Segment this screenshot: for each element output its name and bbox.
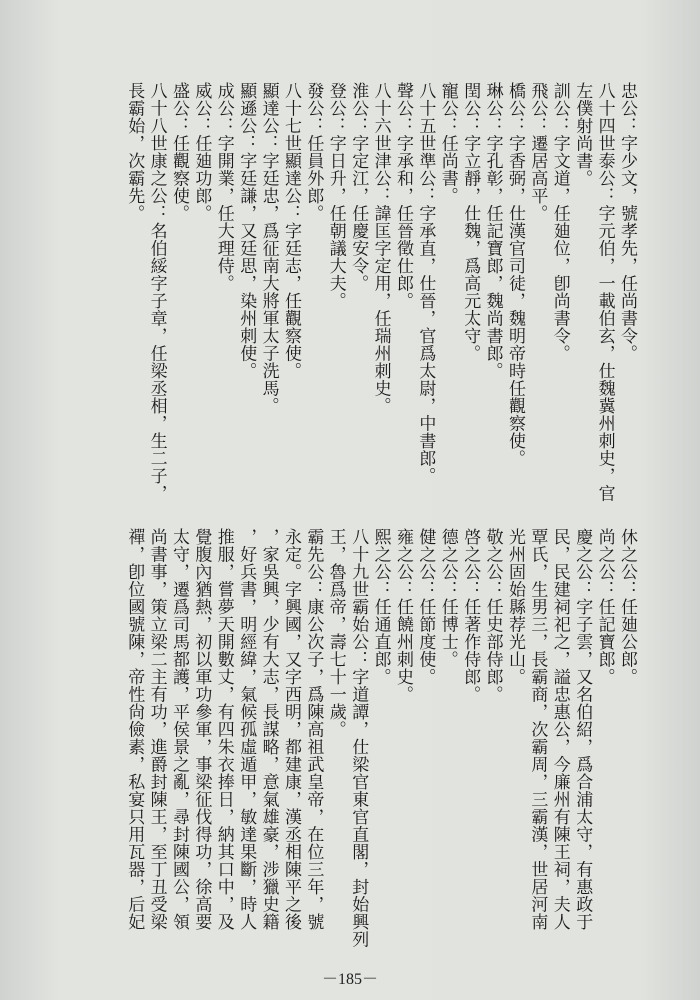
top-column-line: 寵公：任尚書。: [437, 82, 458, 205]
top-column-line: 琳公：字孔彰，任記寶郎，魏尚書郎。: [482, 82, 503, 380]
bottom-column-line: 光州固始縣荐光山。: [505, 528, 525, 686]
bottom-column-line: 熙之公：任通直郎。: [370, 528, 391, 686]
bottom-column-line: 推服，嘗夢天開數丈，有四朱衣捧日，納其口中，及: [213, 528, 234, 931]
bottom-column-line: ，家吳興，少有大志，長謀略，意氣雄豪，涉獵史籍: [258, 528, 279, 931]
bottom-column-line: 德之公：任博士。: [437, 528, 458, 668]
top-column-line: 顯遜公：字廷謙，又廷思，染州刺使。: [236, 82, 257, 380]
bottom-column-line: 民，民建祠祀之，謚忠惠公，今廉州有陳王祠，夫人: [549, 528, 570, 931]
top-column-line: 登公：字日升，任朝議大夫。: [325, 82, 346, 310]
bottom-column-line: 霸先公：康公次子，爲陳高祖武皇帝，在位三年，號: [303, 528, 324, 931]
bottom-column-line: 覃氏，生男三，長霸商，次霸周，三霸漢，世居河南: [527, 528, 548, 931]
top-column-line: 盛公：任觀察使。: [169, 82, 189, 222]
top-column-line: 閏公：字立靜，仕魏，爲高元太守。: [460, 82, 481, 362]
bottom-column-line: 覺腹內猶熱，初以軍功參軍，事梁征伐得功，徐高要: [191, 528, 212, 931]
bottom-column-line: 敬之公：任史部侍郎。: [482, 528, 503, 703]
top-column-line: 八十八世康之公：名伯綏字子章，任梁丞相，生二子，: [146, 82, 167, 502]
bottom-column-line: 禪，卽位國號陳，帝性尙儉素，私宴只用瓦器，后妃: [124, 528, 145, 931]
bottom-column-line: 休之公：任廸公郎。: [617, 528, 637, 686]
bottom-column-line: 尚書事，策立梁二主有功，進爵封陳王，至丁丑受梁: [146, 528, 167, 931]
top-column-line: 八十七世顯達公：字廷志，任觀察使。: [281, 82, 301, 380]
top-column-line: 八十四世泰公：字元伯，一載伯玄，仕魏冀州刺史，官: [594, 82, 615, 502]
top-column-line: 忠公：字少文，號孝先，任尚書令。: [617, 82, 637, 362]
top-column-line: 長霸始，次霸先。: [124, 82, 145, 222]
bottom-column-line: 太守，遷爲司馬都護，平侯景之亂，尋封陳國公，領: [169, 528, 189, 931]
top-column-line: 成公：字開業，任大理侍。: [213, 82, 234, 292]
top-column-line: 飛公：遷居高平。: [527, 82, 548, 222]
top-column-line: 八十五世準公：字承直，仕晉，官爲太尉，中書郎。: [415, 82, 436, 485]
bottom-column-line: 尚之公：任記寶郎。: [594, 528, 615, 686]
page-number: －185－: [321, 971, 378, 988]
bottom-column-line: 永定。字興國，又字西明，都建康，漢丞相陳平之後: [281, 528, 301, 931]
bottom-column-line: 啓之公：任著作侍郎。: [460, 528, 481, 703]
top-column-line: 左僕射尚書。: [572, 82, 593, 187]
top-column-line: 淮公：字定江，任慶安令。: [348, 82, 369, 292]
bottom-column-line: ，好兵書，明經緯，氣候孤虛遁甲，敏達果斷，時人: [236, 528, 257, 931]
top-column-line: 八十六世津公：諱匡字定用，任瑞州刺史。: [370, 82, 391, 415]
bottom-column-line: 王，魯爲帝，壽七十一歲。: [325, 528, 346, 738]
top-column-line: 發公：任員外郎。: [303, 82, 324, 222]
top-column-line: 橋公：字香弼，仕漢官司徒，魏明帝時任觀察使。: [505, 82, 525, 467]
bottom-column-line: 慶之公：字子雲，又名伯紹，爲合浦太守，有惠政于: [572, 528, 593, 931]
bottom-column-line: 雍之公：任饒州刺史。: [393, 528, 413, 703]
top-column-line: 聲公：字承和，任晉徵仕郎。: [393, 82, 413, 310]
top-column-line: 威公：任廸功郎。: [191, 82, 212, 222]
top-column-line: 顯達公：字廷忠，爲征南大將軍太子洗馬。: [258, 82, 279, 415]
bottom-column-line: 八十九世霸始公：字道譚，仕梁官東官直閣，封始興列: [348, 528, 369, 948]
top-column-line: 訓公：字文道，任廸位，卽尚書令。: [549, 82, 570, 362]
bottom-column-line: 健之公：任節度使。: [415, 528, 436, 686]
